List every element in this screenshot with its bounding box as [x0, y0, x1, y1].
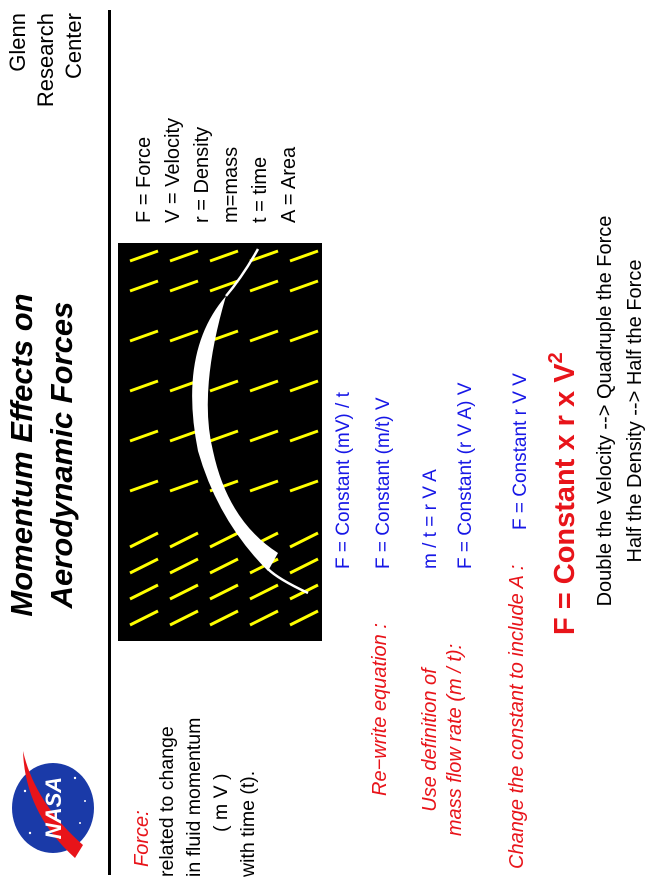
legend-velocity: V = Velocity — [162, 117, 184, 223]
final-equation — [545, 352, 582, 635]
org-line1: Glenn — [5, 13, 30, 72]
org-line2: Research — [33, 13, 58, 108]
force-label: Force: — [131, 810, 153, 867]
legend-force: F = Force — [133, 136, 155, 223]
legend-density: r = Density — [191, 126, 213, 223]
use-def-line2: mass flow rate (m / t): — [444, 643, 466, 837]
force-line2: in fluid momentum — [183, 717, 205, 877]
title — [2, 195, 82, 715]
nasa-logo — [5, 748, 100, 863]
conclusions — [590, 141, 650, 681]
rewrite-label: Re−write equation : — [369, 623, 391, 796]
force-line3: ( m V ) — [210, 773, 232, 832]
org-name — [4, 13, 88, 173]
equation-2: F = Constant (m/t) V — [373, 397, 394, 569]
title-line1: Momentum Effects on — [4, 293, 39, 617]
equation-4: F = Constant (r V A) V — [455, 382, 476, 569]
equation-5: F = Constant r V V — [510, 373, 531, 530]
legend-time: t = time — [249, 156, 271, 223]
variable-legend — [130, 118, 304, 223]
force-line4: with time (t). — [237, 770, 259, 877]
conclusion-velocity: Double the Velocity --> Quadruple the Force — [594, 215, 616, 607]
conclusion-density: Half the Density --> Half the Force — [624, 259, 646, 563]
title-line2: Aerodynamic Forces — [44, 301, 79, 609]
force-description — [154, 718, 262, 877]
final-equation-main: F = Constant x r x V — [549, 363, 581, 635]
use-def-line1: Use definition of — [419, 668, 441, 812]
change-constant-label: Change the constant to include A : — [506, 564, 528, 869]
equation-1: F = Constant (mV) / t — [333, 392, 354, 569]
use-definition-label — [418, 620, 468, 860]
legend-area: A = Area — [278, 146, 300, 223]
final-equation-exponent: 2 — [545, 352, 567, 364]
airfoil-flow-image — [118, 243, 322, 641]
equation-3: m / t = r V A — [420, 469, 441, 569]
legend-mass: m=mass — [220, 146, 242, 223]
header-divider — [108, 10, 111, 875]
svg-text:NASA: NASA — [41, 776, 66, 840]
org-line3: Center — [61, 13, 86, 80]
force-line1: related to change — [156, 726, 178, 877]
